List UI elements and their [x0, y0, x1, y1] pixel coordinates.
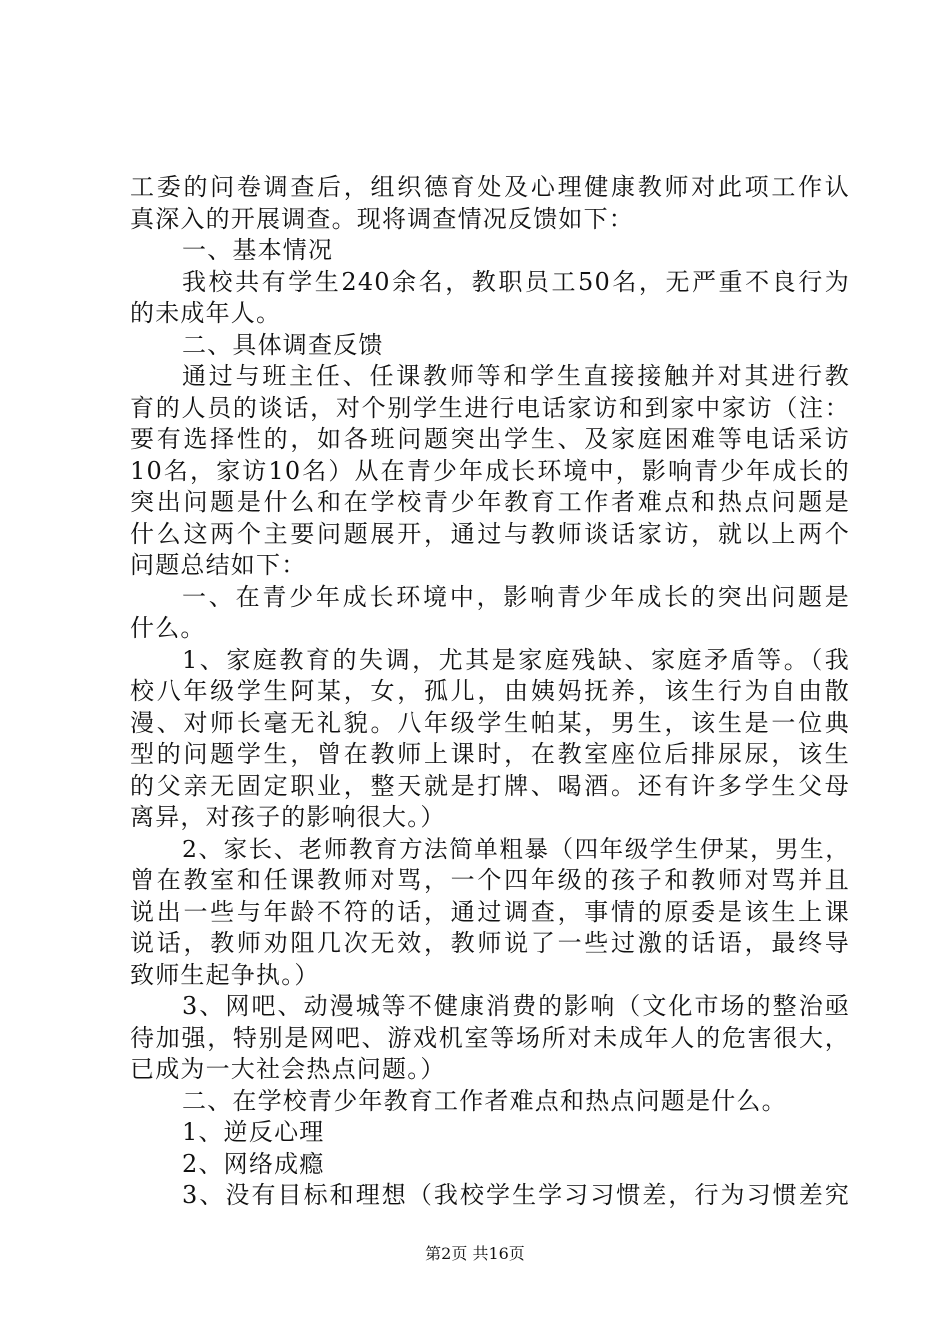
text-line: 的父亲无固定职业，整天就是打牌、喝酒。还有许多学生父母	[130, 771, 850, 800]
body-text	[130, 172, 850, 1212]
text-line: 3、没有目标和理想（我校学生学习习惯差，行为习惯差究	[182, 1181, 850, 1209]
text-line: 什么。	[130, 614, 206, 642]
text-line: 10名，家访10名）从在青少年成长环境中，影响青少年成长的	[130, 456, 850, 485]
text-line: 说出一些与年龄不符的话，通过调查，事情的原委是该生上课	[130, 897, 850, 926]
text-line: 育的人员的谈话，对个别学生进行电话家访和到家中家访（注：	[130, 393, 850, 422]
text-line: 2、家长、老师教育方法简单粗暴（四年级学生伊某，男生，	[182, 834, 850, 863]
text-line: 已成为一大社会热点问题。）	[130, 1055, 446, 1083]
text-line: 问题总结如下：	[130, 551, 307, 579]
text-line: 一、基本情况	[182, 236, 334, 264]
text-line: 一、在青少年成长环境中，影响青少年成长的突出问题是	[182, 582, 850, 611]
text-line: 工委的问卷调查后，组织德育处及心理健康教师对此项工作认	[130, 173, 850, 201]
text-line: 我校共有学生240余名，教职员工50名，无严重不良行为	[182, 267, 850, 296]
text-line: 通过与班主任、任课教师等和学生直接接触并对其进行教	[182, 362, 850, 390]
text-line: 漫、对师长毫无礼貌。八年级学生帕某，男生，该生是一位典	[130, 708, 850, 737]
text-line: 曾在教室和任课教师对骂，一个四年级的孩子和教师对骂并且	[130, 866, 850, 894]
text-line: 真深入的开展调查。现将调查情况反馈如下：	[130, 204, 634, 233]
text-line: 二、在学校青少年教育工作者难点和热点问题是什么。	[182, 1086, 787, 1115]
text-line: 校八年级学生阿某，女，孤儿，由姨妈抚养，该生行为自由散	[130, 677, 850, 705]
text-line: 1、逆反心理	[182, 1118, 325, 1146]
text-line: 什么这两个主要问题展开，通过与教师谈话家访，就以上两个	[130, 519, 850, 548]
text-line: 突出问题是什么和在学校青少年教育工作者难点和热点问题是	[130, 488, 850, 516]
text-line: 二、具体调查反馈	[182, 330, 384, 359]
page-footer: 第2页 共16页	[425, 1244, 525, 1263]
text-line: 型的问题学生，曾在教师上课时，在教室座位后排尿尿，该生	[130, 740, 850, 768]
text-line: 3、网吧、动漫城等不健康消费的影响（文化市场的整治亟	[182, 992, 850, 1020]
text-line: 的未成年人。	[130, 299, 282, 327]
text-line: 2、网络成瘾	[182, 1149, 325, 1178]
text-line: 待加强，特别是网吧、游戏机室等场所对未成年人的危害很大，	[130, 1023, 850, 1052]
text-line: 1、家庭教育的失调，尤其是家庭残缺、家庭矛盾等。（我	[182, 645, 850, 674]
text-line: 致师生起争执。）	[130, 960, 320, 989]
text-line: 说话，教师劝阻几次无效，教师说了一些过激的话语，最终导	[130, 929, 850, 957]
text-line: 离异，对孩子的影响很大。）	[130, 803, 446, 831]
text-line: 要有选择性的，如各班问题突出学生、及家庭困难等电话采访	[130, 425, 850, 453]
